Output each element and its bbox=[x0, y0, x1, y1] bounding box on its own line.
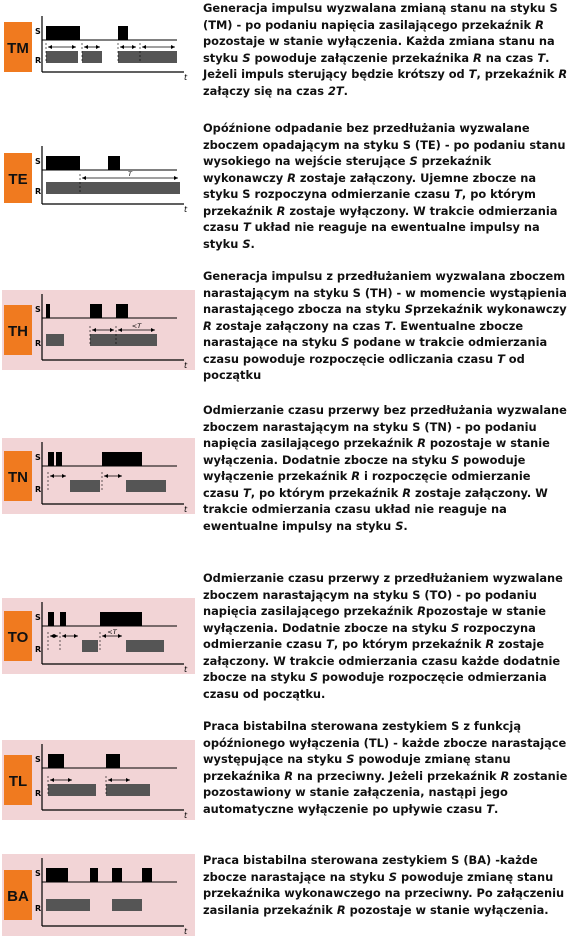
axis-label-s: S bbox=[35, 613, 41, 622]
signal-s-pulse bbox=[46, 156, 80, 170]
timing-diagram-ba bbox=[2, 854, 195, 936]
description-text-segment: Odmierzanie czasu przerwy z przedłużaniem wyzwalane zboczem narastającym na styku S (TO) - po podaniu napięcia zasilającego przekaźnik bbox=[203, 571, 563, 618]
description-text-segment: R bbox=[485, 637, 495, 651]
description-text-segment: przekaźnik wykonawczy bbox=[203, 154, 492, 185]
description-text-segment: załączy się na czas bbox=[203, 83, 328, 98]
axis-label-t: t bbox=[184, 73, 188, 82]
description-text-segment: S bbox=[388, 869, 398, 884]
description-text-segment: na przeciwny. Jeżeli przekaźnik bbox=[293, 768, 501, 783]
description-text-segment: Praca bistabilna sterowana zestykiem S (BA) -każde zbocze narastające na styku bbox=[203, 853, 538, 884]
description-text-segment: , przekaźnik bbox=[476, 67, 559, 81]
description-text-segment: zostaje załączony na czas bbox=[211, 318, 385, 333]
timing-diagram-svg bbox=[2, 438, 195, 514]
description-text-segment: pozostaje w stanie wyłączenia. bbox=[345, 902, 549, 917]
timing-diagram-svg bbox=[2, 142, 195, 214]
time-label: T bbox=[128, 170, 132, 178]
description-text-segment: S bbox=[450, 620, 460, 635]
relay-r-pulse bbox=[46, 334, 64, 346]
axis-label-t: t bbox=[184, 927, 188, 936]
timing-diagram-svg bbox=[2, 290, 195, 370]
description-text-segment: Praca bistabilna sterowana zestykiem S z funkcją opóźnionego wyłączenia (TL) - każde zbocze narastające występujące na styku bbox=[203, 719, 567, 766]
description-text-segment: T bbox=[497, 351, 505, 366]
axis-label-s: S bbox=[35, 305, 41, 314]
description-text-segment: Generacja impulsu wyzwalana zmianą stanu na styku S (TM) - po podaniu napięcia zasilającego przekaźnik bbox=[203, 1, 558, 32]
description-text-segment: . bbox=[494, 801, 499, 816]
description-text-segment: S bbox=[409, 154, 418, 168]
description-text-segment: Opóźnione odpadanie bez przedłużania wyzwalane zboczem opadającym na styku S (TE) - po podaniu stanu wysokiego na wejście sterujące bbox=[203, 121, 566, 168]
description-text-segment: i rozpoczęcie odmierzanie czasu bbox=[203, 469, 531, 500]
mode-badge-label: BA bbox=[7, 888, 29, 905]
relay-r-pulse bbox=[106, 784, 150, 796]
mode-row-ba bbox=[0, 848, 571, 938]
description-text-segment: . bbox=[250, 236, 255, 251]
description-text-segment: Odmierzanie czasu przerwy bez przedłużania wyzwalane zboczem narastającym na styku S (TN) - po podaniu napięcia zasilającego przekaźnik bbox=[203, 403, 567, 450]
description-text-segment: T bbox=[242, 485, 251, 500]
description-text-segment: R bbox=[500, 768, 510, 783]
description-text-segment: zostanie pozostawiony w stanie załączenia, nastąpi jego automatyczne wyłączenie po upływie czasu bbox=[203, 768, 568, 816]
timing-diagram-th bbox=[2, 290, 195, 370]
description-text-segment: R bbox=[402, 485, 412, 500]
axis-label-t: t bbox=[184, 361, 188, 370]
description-text-segment: R bbox=[276, 203, 286, 218]
axis-label-r: R bbox=[35, 789, 42, 798]
description-th bbox=[203, 268, 568, 384]
relay-r-pulse bbox=[126, 480, 166, 492]
signal-s-pulse bbox=[56, 452, 62, 466]
axis-label-t: t bbox=[184, 811, 188, 820]
description-text-segment: R bbox=[417, 604, 426, 618]
description-text-segment: . bbox=[403, 518, 408, 533]
axis-label-s: S bbox=[35, 869, 41, 878]
timing-diagram-tm bbox=[2, 12, 195, 82]
timing-diagram-svg bbox=[2, 740, 195, 820]
axis-label-s: S bbox=[35, 27, 41, 36]
description-text-segment: T bbox=[468, 67, 477, 81]
description-text-segment: T bbox=[537, 50, 546, 65]
description-text-segment: 2T bbox=[327, 83, 344, 98]
signal-s-pulse bbox=[60, 612, 66, 626]
mode-row-te bbox=[0, 118, 571, 258]
axis-label-s: S bbox=[35, 453, 41, 462]
description-text-segment: S bbox=[346, 752, 355, 766]
description-text-segment: R bbox=[417, 436, 426, 450]
relay-r-pulse bbox=[46, 182, 180, 194]
axis-label-t: t bbox=[184, 205, 188, 214]
axis-label-r: R bbox=[35, 904, 42, 913]
description-text-segment: układ nie reaguje na ewentualne impulsy na styku bbox=[203, 220, 540, 251]
description-text-segment: powoduje rozpoczęcie odmierzania czasu od początku. bbox=[203, 670, 547, 701]
axis-label-s: S bbox=[35, 157, 41, 166]
description-text-segment: powoduje wyłączenie przekaźnik bbox=[203, 452, 526, 483]
axis-label-s: S bbox=[35, 755, 41, 764]
description-text-segment: R bbox=[336, 902, 346, 917]
description-text-segment: zostaje wyłączony. W trakcie odmierzania czasu bbox=[203, 203, 558, 234]
mode-row-tl bbox=[0, 716, 571, 836]
description-text-segment: pozostaje w stanie wyłączenia. Każda zmiana stanu na styku bbox=[203, 34, 555, 65]
signal-s-pulse bbox=[118, 26, 128, 40]
description-text-segment: zostaje załączony. W trakcie odmierzania czasu układ nie reaguje na ewentualne impulsy na styku bbox=[203, 485, 548, 533]
mode-badge-label: TE bbox=[8, 171, 28, 188]
time-label: <T bbox=[131, 322, 142, 330]
description-text-segment: R bbox=[351, 469, 361, 483]
time-arrow-head bbox=[50, 634, 58, 638]
description-text-segment: przekaźnik wykonawczy bbox=[412, 302, 567, 316]
signal-s-pulse bbox=[48, 452, 54, 466]
description-tn bbox=[203, 402, 568, 534]
description-text-segment: podane w trakcie odmierzania czasu powoduje rozpoczęcie odliczania czasu bbox=[203, 335, 548, 366]
mode-row-th bbox=[0, 266, 571, 388]
description-text-segment: R bbox=[287, 170, 296, 185]
timing-diagram-tl bbox=[2, 740, 195, 820]
description-text-segment: pozostaje w stanie wyłączenia. Dodatnie zbocze na styku bbox=[203, 436, 550, 467]
mode-row-tm bbox=[0, 0, 571, 110]
timing-diagram-svg bbox=[2, 854, 195, 936]
signal-s-pulse bbox=[108, 156, 120, 170]
description-text-segment: S bbox=[242, 50, 251, 65]
relay-r-pulse bbox=[70, 480, 100, 492]
description-text-segment: . Ewentualne zbocze narastające na styku bbox=[203, 318, 524, 349]
mode-badge-label: TH bbox=[8, 323, 28, 340]
axis-label-t: t bbox=[184, 665, 188, 674]
description-text-segment: od początku bbox=[203, 351, 525, 382]
description-text-segment: T bbox=[454, 187, 462, 201]
description-text-segment: pozostaje w stanie wyłączenia. Dodatnie zbocze na styku bbox=[203, 604, 546, 635]
mode-badge-label: TO bbox=[7, 629, 29, 646]
signal-s-pulse bbox=[90, 868, 98, 882]
relay-r-pulse bbox=[126, 640, 164, 652]
description-text-segment: S bbox=[395, 518, 404, 533]
axis-label-r: R bbox=[35, 485, 42, 494]
mode-row-to bbox=[0, 568, 571, 708]
description-text-segment: Generacja impulsu z przedłużaniem wyzwalana zboczem narastającym na styku S (TH) - w momencie wystąpienia narastającego zbocza na styku bbox=[203, 269, 567, 316]
mode-badge-label: TN bbox=[8, 469, 28, 486]
description-text-segment: T bbox=[384, 318, 393, 333]
description-text-segment: S bbox=[309, 670, 318, 684]
description-text-segment: R bbox=[535, 17, 544, 32]
relay-r-pulse bbox=[48, 784, 96, 796]
relay-r-pulse bbox=[90, 334, 157, 346]
signal-s-pulse bbox=[142, 868, 152, 882]
signal-s-pulse bbox=[46, 304, 50, 318]
timing-diagram-tn bbox=[2, 438, 195, 514]
description-text-segment: R bbox=[472, 50, 482, 65]
description-text-segment: R bbox=[203, 318, 212, 333]
timing-diagram-te bbox=[2, 142, 195, 214]
signal-s-pulse bbox=[112, 868, 122, 882]
relay-r-pulse bbox=[46, 899, 90, 911]
description-tm bbox=[203, 0, 568, 99]
mode-badge-label: TL bbox=[8, 773, 28, 790]
description-text-segment: powoduje załączenie przekaźnika bbox=[250, 50, 473, 65]
description-text-segment: , po którym przekaźnik bbox=[250, 485, 403, 500]
description-text-segment: T bbox=[486, 801, 495, 816]
mode-badge-label: TM bbox=[7, 40, 29, 57]
timing-diagram-svg bbox=[2, 598, 195, 674]
description-ba bbox=[203, 852, 568, 918]
axis-label-r: R bbox=[35, 339, 42, 348]
description-to bbox=[203, 570, 568, 702]
signal-s-pulse bbox=[48, 612, 54, 626]
description-text-segment: na czas bbox=[481, 50, 538, 65]
signal-s-pulse bbox=[106, 754, 120, 768]
description-text-segment: R bbox=[284, 768, 294, 783]
timing-diagram-svg bbox=[2, 12, 195, 82]
description-text-segment: , po którym przekaźnik bbox=[203, 187, 536, 218]
description-text-segment: rozpoczyna odmierzanie czasu bbox=[203, 620, 536, 651]
description-text-segment: S bbox=[450, 452, 460, 467]
signal-s-pulse bbox=[48, 754, 64, 768]
description-text-segment: , po którym przekaźnik bbox=[333, 637, 486, 651]
relay-r-pulse bbox=[118, 51, 177, 63]
description-text-segment: . Jeżeli impuls sterujący będzie krótszy od bbox=[203, 50, 550, 81]
axis-label-r: R bbox=[35, 56, 42, 65]
description-text-segment: S bbox=[404, 302, 413, 316]
relay-r-pulse bbox=[112, 899, 142, 911]
relay-r-pulse bbox=[82, 51, 102, 63]
description-text-segment: T bbox=[326, 637, 334, 651]
description-text-segment: S bbox=[341, 335, 350, 349]
timing-diagram-to bbox=[2, 598, 195, 674]
time-label: <T bbox=[107, 628, 117, 636]
signal-s-pulse bbox=[46, 26, 80, 40]
signal-s-pulse bbox=[102, 452, 142, 466]
description-text-segment: S bbox=[242, 236, 251, 251]
axis-label-r: R bbox=[35, 187, 42, 196]
relay-r-pulse bbox=[46, 51, 78, 63]
description-text-segment: . bbox=[343, 83, 348, 98]
description-te bbox=[203, 120, 568, 252]
signal-s-pulse bbox=[100, 612, 142, 626]
axis-label-r: R bbox=[35, 645, 42, 654]
description-text-segment: powoduje zmianę stanu przekaźnika wykonawczego na przeciwny. Po załączeniu zasilania przekaźnik bbox=[203, 869, 565, 917]
description-text-segment: zostaje załączony. W trakcie odmierzania czasu każde dodatnie zbocze na styku bbox=[203, 637, 561, 684]
axis-label-t: t bbox=[184, 505, 188, 514]
signal-s-pulse bbox=[116, 304, 128, 318]
description-tl bbox=[203, 718, 568, 817]
signal-s-pulse bbox=[46, 868, 68, 882]
description-text-segment: zostaje załączony. Ujemne zbocze na styku S rozpoczyna odmierzanie czasu bbox=[203, 170, 537, 201]
mode-row-tn bbox=[0, 402, 571, 557]
description-text-segment: T bbox=[242, 220, 251, 234]
description-text-segment: R bbox=[558, 67, 568, 81]
relay-r-pulse bbox=[82, 640, 98, 652]
description-text-segment: powoduje zmianę stanu przekaźnika bbox=[203, 752, 511, 783]
signal-s-pulse bbox=[90, 304, 102, 318]
